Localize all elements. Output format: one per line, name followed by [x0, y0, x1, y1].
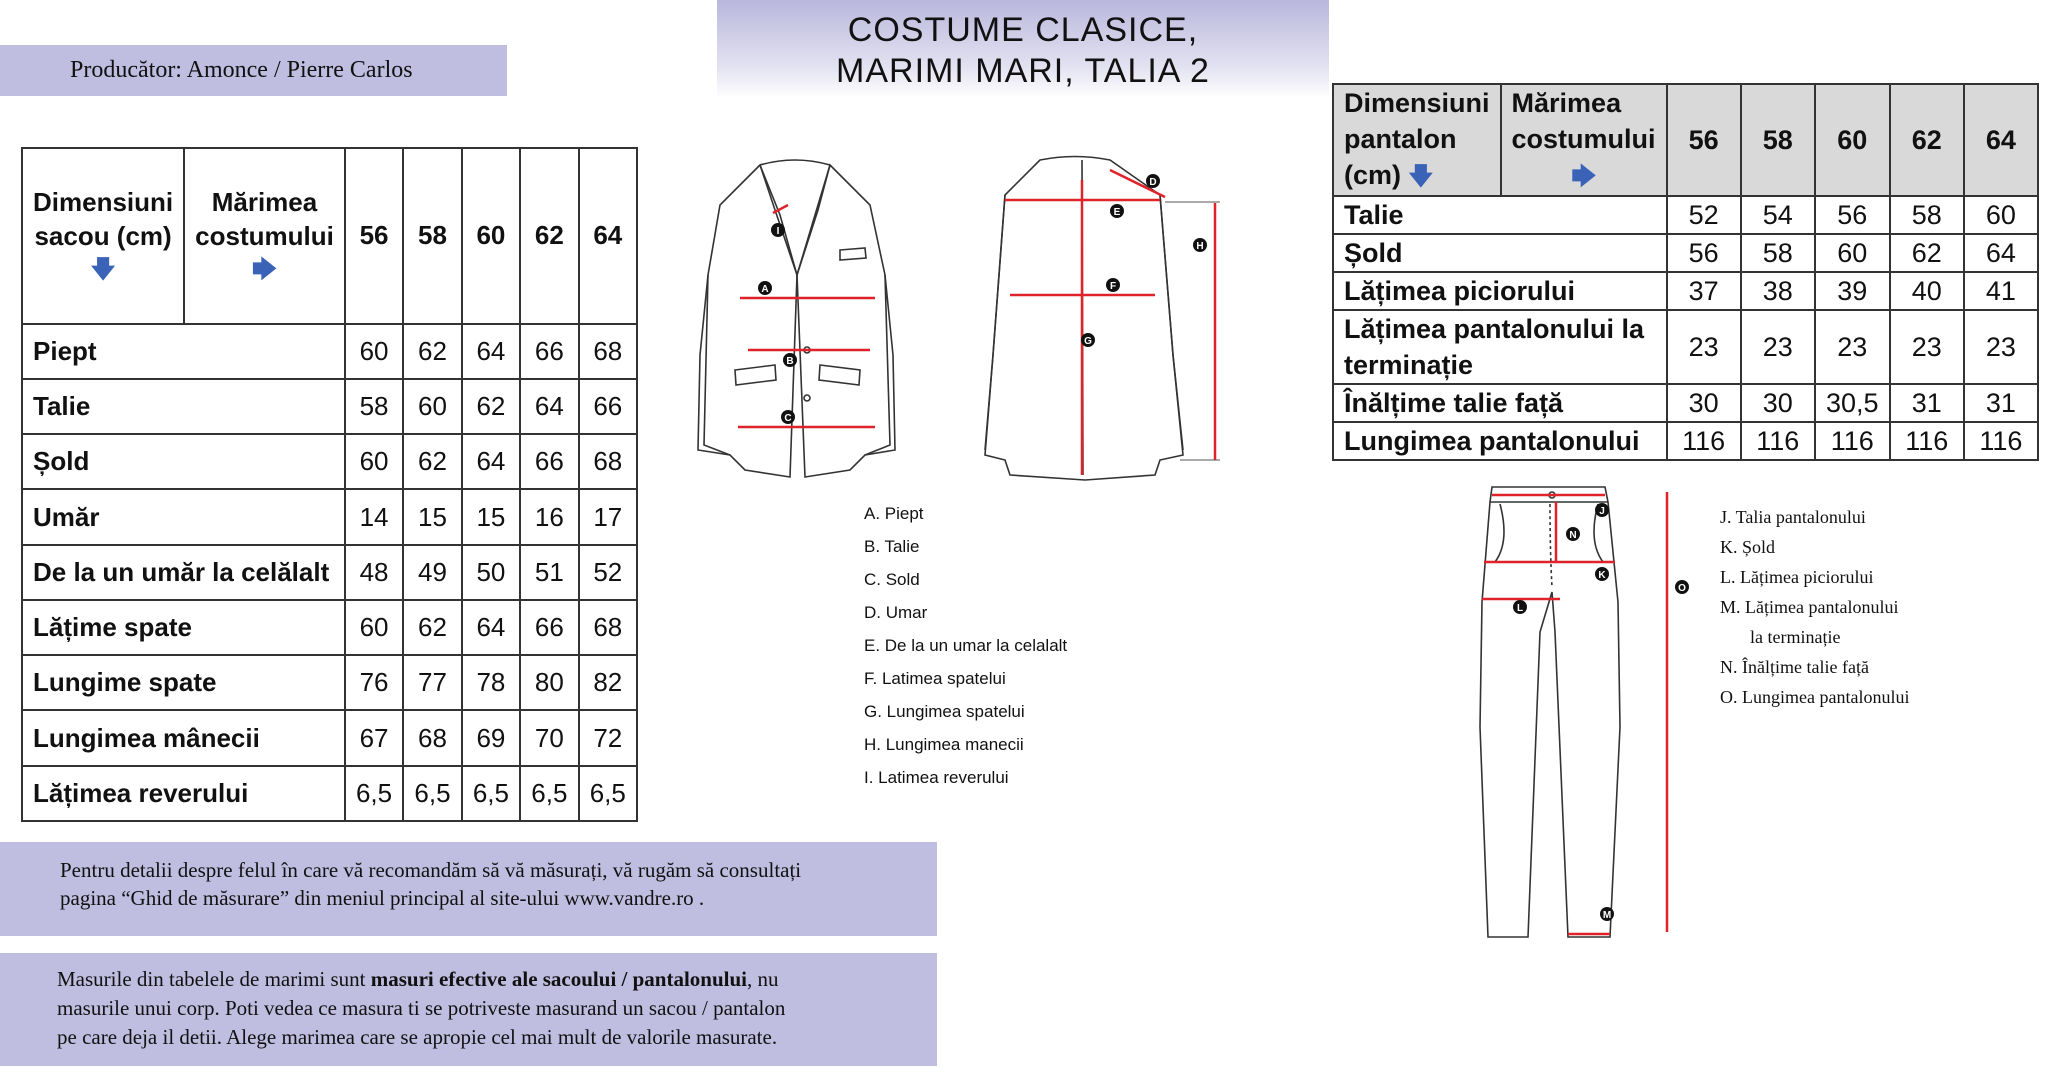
- pants-diagram: [1470, 482, 1700, 942]
- jacket-row-label: Piept: [22, 324, 345, 379]
- measurement-disclaimer: [0, 953, 937, 1066]
- jacket-cell: 60: [345, 600, 403, 655]
- measure-marker: [1513, 600, 1527, 614]
- jacket-cell: 62: [403, 600, 461, 655]
- jacket-cell: 68: [579, 324, 637, 379]
- measure-marker: [758, 281, 772, 295]
- jacket-cell: 68: [579, 600, 637, 655]
- jacket-row-label: Lungime spate: [22, 655, 345, 710]
- pants-cell: 52: [1667, 196, 1741, 234]
- jacket-cell: 52: [579, 545, 637, 600]
- jacket-cell: 58: [345, 379, 403, 434]
- jacket-cell: 78: [462, 655, 520, 710]
- jacket-cell: 62: [403, 434, 461, 489]
- pants-cell: 40: [1890, 272, 1964, 310]
- pants-cell: 116: [1964, 422, 2038, 460]
- down-arrow-icon: 🡇: [1408, 163, 1434, 190]
- jacket-cell: 66: [520, 324, 578, 379]
- svg-text:C: C: [784, 413, 792, 424]
- jacket-cell: 77: [403, 655, 461, 710]
- pants-cell: 39: [1815, 272, 1890, 310]
- svg-text:L: L: [1516, 603, 1524, 614]
- pants-cell: 30: [1667, 384, 1741, 422]
- right-arrow-icon: 🡆: [1571, 163, 1597, 190]
- jacket-size-col: 64: [579, 148, 637, 324]
- pants-cell: 23: [1741, 310, 1815, 384]
- pants-legend-item: la terminație: [1750, 627, 1841, 647]
- pants-cell: 23: [1815, 310, 1890, 384]
- jacket-legend-item: D. Umar: [864, 603, 928, 622]
- producer-text: Producător: Amonce / Pierre Carlos: [70, 57, 413, 83]
- jacket-size-col: 62: [520, 148, 578, 324]
- page-title: [717, 0, 1329, 98]
- pants-cell: 23: [1667, 310, 1741, 384]
- jacket-cell: 68: [403, 710, 461, 765]
- pants-cell: 23: [1964, 310, 2038, 384]
- pants-cell: 56: [1667, 234, 1741, 272]
- svg-text:N: N: [1569, 530, 1577, 541]
- jacket-row: [22, 434, 637, 489]
- jacket-legend-item: G. Lungimea spatelui: [864, 702, 1025, 721]
- jacket-cell: 16: [520, 489, 578, 544]
- jacket-legend-item: A. Piept: [864, 504, 924, 523]
- jacket-cell: 67: [345, 710, 403, 765]
- jacket-legend-item: C. Sold: [864, 570, 920, 589]
- info2-line-3: pe care deja il detii. Alege marimea care se apropie cel mai mult de valorile masurate.: [57, 1025, 778, 1049]
- pants-cell: 41: [1964, 272, 2038, 310]
- pants-size-col: 58: [1741, 84, 1815, 196]
- pants-cell: 62: [1890, 234, 1964, 272]
- jacket-cell: 60: [345, 434, 403, 489]
- info1-line-2: pagina “Ghid de măsurare” din meniul principal al site-ului www.vandre.ro .: [60, 886, 705, 910]
- pants-row: [1333, 272, 2038, 310]
- jacket-cell: 17: [579, 489, 637, 544]
- jacket-legend-item: H. Lungimea manecii: [864, 735, 1024, 754]
- jacket-cell: 49: [403, 545, 461, 600]
- jacket-cell: 80: [520, 655, 578, 710]
- jacket-row-label: Șold: [22, 434, 345, 489]
- pants-row-label: Lățimea pantalonului la terminație: [1333, 310, 1667, 384]
- pants-legend-item: J. Talia pantalonului: [1720, 507, 1866, 527]
- pants-row-label: Înălțime talie față: [1333, 384, 1667, 422]
- pants-cell: 31: [1890, 384, 1964, 422]
- info2-line-2: masurile unui corp. Poti vedea ce masura ti se potriveste masurand un sacou / pantalon: [57, 996, 786, 1020]
- measuring-guide-note: [0, 842, 937, 936]
- pants-row-label: Talie: [1333, 196, 1667, 234]
- jacket-cell: 62: [403, 324, 461, 379]
- pants-cell: 116: [1890, 422, 1964, 460]
- pants-cell: 37: [1667, 272, 1741, 310]
- jacket-cell: 6,5: [403, 766, 461, 821]
- jacket-row: [22, 766, 637, 821]
- measure-marker: [1193, 238, 1207, 252]
- measure-marker: [771, 223, 785, 237]
- jacket-cell: 76: [345, 655, 403, 710]
- pants-cell: 30,5: [1815, 384, 1890, 422]
- measure-marker: [1106, 278, 1120, 292]
- pants-cell: 31: [1964, 384, 2038, 422]
- jacket-size-table: [21, 147, 638, 822]
- jacket-legend-item: F. Latimea spatelui: [864, 669, 1006, 688]
- jacket-row-label: Lățime spate: [22, 600, 345, 655]
- jacket-row: [22, 489, 637, 544]
- pants-cell: 60: [1815, 234, 1890, 272]
- jacket-cell: 66: [520, 600, 578, 655]
- jacket-cell: 14: [345, 489, 403, 544]
- pants-cell: 54: [1741, 196, 1815, 234]
- pants-size-col: 64: [1964, 84, 2038, 196]
- pants-size-header: Mărimea costumului 🡆: [1501, 84, 1667, 196]
- jacket-cell: 82: [579, 655, 637, 710]
- pants-table-body: [1333, 196, 2038, 460]
- svg-text:K: K: [1598, 570, 1606, 581]
- svg-text:I: I: [776, 226, 780, 237]
- jacket-cell: 60: [403, 379, 461, 434]
- jacket-cell: 64: [520, 379, 578, 434]
- measure-marker: [1146, 174, 1160, 188]
- jacket-legend-item: B. Talie: [864, 537, 920, 556]
- down-arrow-icon: 🡇: [90, 255, 116, 283]
- measure-marker: [781, 410, 795, 424]
- pants-cell: 116: [1815, 422, 1890, 460]
- pants-cell: 58: [1741, 234, 1815, 272]
- jacket-row-label: Talie: [22, 379, 345, 434]
- jacket-cell: 60: [345, 324, 403, 379]
- pants-cell: 38: [1741, 272, 1815, 310]
- jacket-row-label: Lățimea reverului: [22, 766, 345, 821]
- jacket-cell: 6,5: [345, 766, 403, 821]
- jacket-cell: 15: [403, 489, 461, 544]
- pants-cell: 23: [1890, 310, 1964, 384]
- jacket-cell: 51: [520, 545, 578, 600]
- jacket-row: [22, 710, 637, 765]
- jacket-row: [22, 379, 637, 434]
- pants-size-col: 60: [1815, 84, 1890, 196]
- pants-row: [1333, 234, 2038, 272]
- measure-marker: [1675, 580, 1689, 594]
- jacket-row: [22, 545, 637, 600]
- jacket-front-diagram: [690, 155, 905, 485]
- producer-banner: [0, 45, 507, 96]
- jacket-cell: 48: [345, 545, 403, 600]
- info1-line-1: Pentru detalii despre felul în care vă recomandăm să vă măsurați, vă rugăm să consultați: [60, 858, 802, 882]
- pants-cell: 116: [1667, 422, 1741, 460]
- jacket-row-label: Lungimea mânecii: [22, 710, 345, 765]
- jacket-legend-item: I. Latimea reverului: [864, 768, 1009, 787]
- pants-legend-item: M. Lățimea pantalonului: [1720, 597, 1899, 617]
- measure-marker: [1566, 527, 1580, 541]
- jacket-size-col: 56: [345, 148, 403, 324]
- svg-text:M: M: [1602, 910, 1612, 921]
- pants-legend: [1720, 502, 1909, 712]
- pants-size-table: [1332, 83, 2039, 461]
- pants-row: [1333, 422, 2038, 460]
- pants-row: [1333, 310, 2038, 384]
- jacket-row: [22, 655, 637, 710]
- jacket-size-col: 60: [462, 148, 520, 324]
- svg-text:F: F: [1109, 281, 1117, 292]
- jacket-cell: 66: [520, 434, 578, 489]
- jacket-cell: 50: [462, 545, 520, 600]
- jacket-cell: 6,5: [579, 766, 637, 821]
- svg-text:G: G: [1084, 336, 1092, 347]
- pants-legend-item: N. Înălțime talie față: [1720, 657, 1869, 677]
- jacket-cell: 68: [579, 434, 637, 489]
- pants-header-row: [1333, 84, 2038, 196]
- jacket-size-col: 58: [403, 148, 461, 324]
- jacket-cell: 64: [462, 434, 520, 489]
- jacket-table-body: [22, 324, 637, 821]
- right-arrow-icon: 🡆: [252, 255, 277, 283]
- jacket-dim-header: Dimensiuni sacou (cm) 🡇: [22, 148, 184, 324]
- svg-text:J: J: [1599, 506, 1605, 517]
- jacket-row: [22, 600, 637, 655]
- jacket-back-diagram: [955, 155, 1230, 485]
- jacket-cell: 15: [462, 489, 520, 544]
- jacket-cell: 66: [579, 379, 637, 434]
- jacket-cell: 70: [520, 710, 578, 765]
- pants-row-label: Șold: [1333, 234, 1667, 272]
- pants-cell: 60: [1964, 196, 2038, 234]
- measure-marker: [1081, 333, 1095, 347]
- jacket-header-row: [22, 148, 637, 324]
- pants-legend-item: K. Șold: [1720, 537, 1776, 557]
- pants-cell: 56: [1815, 196, 1890, 234]
- svg-text:E: E: [1113, 207, 1121, 218]
- svg-text:A: A: [761, 284, 769, 295]
- pants-row: [1333, 384, 2038, 422]
- jacket-legend: [864, 497, 1067, 794]
- pants-cell: 64: [1964, 234, 2038, 272]
- pants-cell: 116: [1741, 422, 1815, 460]
- pants-cell: 58: [1890, 196, 1964, 234]
- info2-line-1: Masurile din tabelele de marimi sunt masuri efective ale sacoului / pantalonului, nu: [57, 967, 779, 991]
- pants-cell: 30: [1741, 384, 1815, 422]
- jacket-cell: 6,5: [520, 766, 578, 821]
- svg-text:O: O: [1678, 583, 1686, 594]
- measure-marker: [1110, 204, 1124, 218]
- pants-row-label: Lățimea piciorului: [1333, 272, 1667, 310]
- jacket-cell: 64: [462, 600, 520, 655]
- jacket-cell: 69: [462, 710, 520, 765]
- jacket-cell: 62: [462, 379, 520, 434]
- jacket-row-label: Umăr: [22, 489, 345, 544]
- svg-text:B: B: [786, 356, 794, 367]
- title-line-2: MARIMI MARI, TALIA 2: [836, 52, 1210, 90]
- pants-dim-header: Dimensiuni pantalon (cm) 🡇: [1333, 84, 1501, 196]
- title-line-1: COSTUME CLASICE,: [847, 11, 1199, 49]
- jacket-row: [22, 324, 637, 379]
- measure-marker: [783, 353, 797, 367]
- measure-marker: [1595, 503, 1609, 517]
- jacket-cell: 6,5: [462, 766, 520, 821]
- pants-row: [1333, 196, 2038, 234]
- measure-marker: [1595, 567, 1609, 581]
- jacket-cell: 64: [462, 324, 520, 379]
- pants-size-col: 62: [1890, 84, 1964, 196]
- svg-text:D: D: [1149, 177, 1157, 188]
- jacket-size-header: Mărimea costumului 🡆: [184, 148, 345, 324]
- svg-text:H: H: [1196, 241, 1204, 252]
- jacket-row-label: De la un umăr la celălalt: [22, 545, 345, 600]
- pants-legend-item: L. Lățimea piciorului: [1720, 567, 1874, 587]
- measure-marker: [1600, 907, 1614, 921]
- jacket-cell: 72: [579, 710, 637, 765]
- pants-legend-item: O. Lungimea pantalonului: [1720, 687, 1910, 707]
- pants-row-label: Lungimea pantalonului: [1333, 422, 1667, 460]
- jacket-legend-item: E. De la un umar la celalalt: [864, 636, 1068, 655]
- pants-size-col: 56: [1667, 84, 1741, 196]
